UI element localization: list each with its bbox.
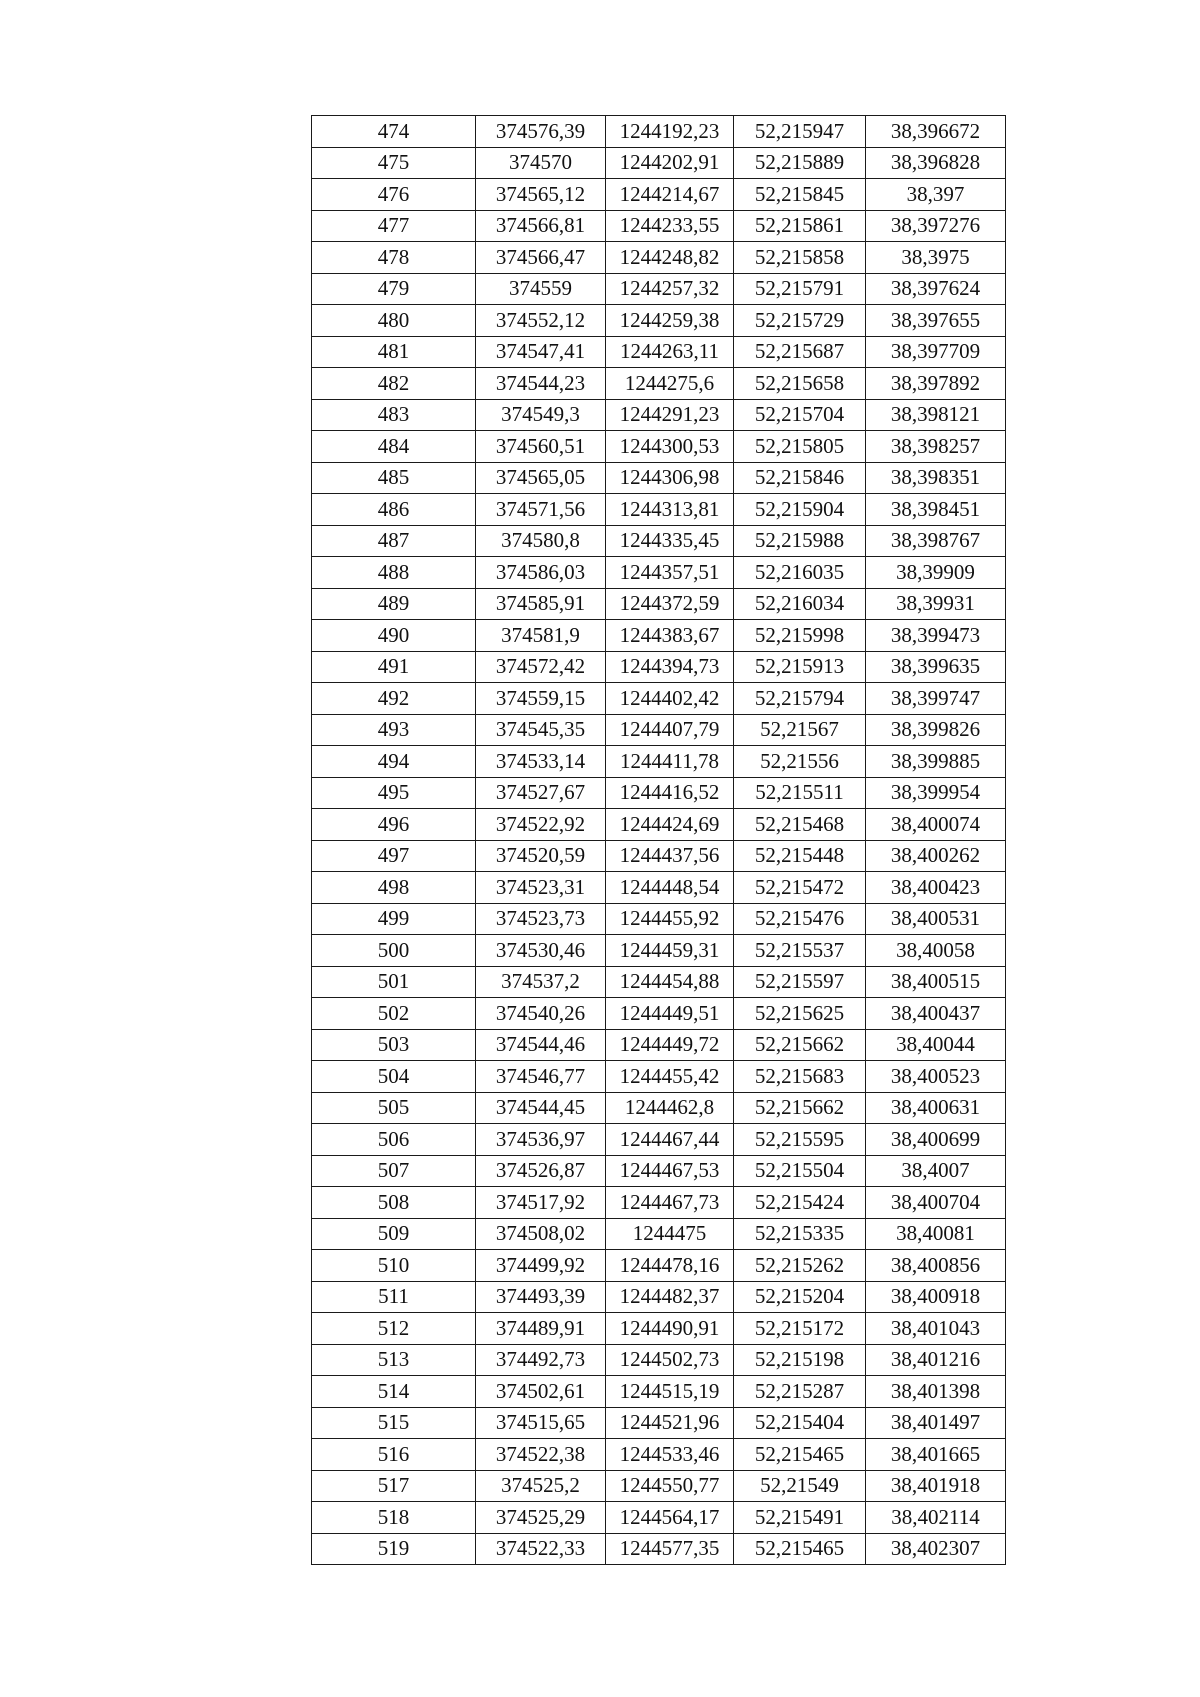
latitude-cell: 52,215704 (734, 399, 866, 431)
y-coordinate-cell: 1244372,59 (606, 588, 734, 620)
x-coordinate-cell: 374526,87 (476, 1155, 606, 1187)
longitude-cell: 38,399747 (866, 683, 1006, 715)
latitude-cell: 52,215861 (734, 210, 866, 242)
y-coordinate-cell: 1244248,82 (606, 242, 734, 274)
y-coordinate-cell: 1244214,67 (606, 179, 734, 211)
longitude-cell: 38,397892 (866, 368, 1006, 400)
latitude-cell: 52,215198 (734, 1344, 866, 1376)
y-coordinate-cell: 1244502,73 (606, 1344, 734, 1376)
y-coordinate-cell: 1244313,81 (606, 494, 734, 526)
y-coordinate-cell: 1244411,78 (606, 746, 734, 778)
point-number-cell: 485 (312, 462, 476, 494)
x-coordinate-cell: 374546,77 (476, 1061, 606, 1093)
longitude-cell: 38,400423 (866, 872, 1006, 904)
table-row (312, 1439, 1006, 1471)
y-coordinate-cell: 1244407,79 (606, 714, 734, 746)
table-row (312, 620, 1006, 652)
x-coordinate-cell: 374565,05 (476, 462, 606, 494)
table-row (312, 1313, 1006, 1345)
x-coordinate-cell: 374522,92 (476, 809, 606, 841)
table-row (312, 1376, 1006, 1408)
point-number-cell: 496 (312, 809, 476, 841)
table-row (312, 966, 1006, 998)
table-row (312, 210, 1006, 242)
y-coordinate-cell: 1244291,23 (606, 399, 734, 431)
latitude-cell: 52,215262 (734, 1250, 866, 1282)
latitude-cell: 52,215913 (734, 651, 866, 683)
y-coordinate-cell: 1244449,51 (606, 998, 734, 1030)
point-number-cell: 500 (312, 935, 476, 967)
table-row (312, 431, 1006, 463)
point-number-cell: 481 (312, 336, 476, 368)
point-number-cell: 495 (312, 777, 476, 809)
longitude-cell: 38,396672 (866, 116, 1006, 148)
x-coordinate-cell: 374544,46 (476, 1029, 606, 1061)
latitude-cell: 52,215595 (734, 1124, 866, 1156)
latitude-cell: 52,215172 (734, 1313, 866, 1345)
y-coordinate-cell: 1244306,98 (606, 462, 734, 494)
table-row (312, 336, 1006, 368)
point-number-cell: 491 (312, 651, 476, 683)
latitude-cell: 52,215504 (734, 1155, 866, 1187)
latitude-cell: 52,215683 (734, 1061, 866, 1093)
latitude-cell: 52,215846 (734, 462, 866, 494)
table-row (312, 809, 1006, 841)
x-coordinate-cell: 374571,56 (476, 494, 606, 526)
longitude-cell: 38,396828 (866, 147, 1006, 179)
x-coordinate-cell: 374549,3 (476, 399, 606, 431)
point-number-cell: 506 (312, 1124, 476, 1156)
x-coordinate-cell: 374520,59 (476, 840, 606, 872)
latitude-cell: 52,215472 (734, 872, 866, 904)
table-row (312, 273, 1006, 305)
longitude-cell: 38,398257 (866, 431, 1006, 463)
point-number-cell: 478 (312, 242, 476, 274)
point-number-cell: 511 (312, 1281, 476, 1313)
table-row (312, 651, 1006, 683)
point-number-cell: 504 (312, 1061, 476, 1093)
x-coordinate-cell: 374492,73 (476, 1344, 606, 1376)
x-coordinate-cell: 374580,8 (476, 525, 606, 557)
table-row (312, 714, 1006, 746)
y-coordinate-cell: 1244335,45 (606, 525, 734, 557)
latitude-cell: 52,215729 (734, 305, 866, 337)
latitude-cell: 52,215465 (734, 1533, 866, 1565)
longitude-cell: 38,399954 (866, 777, 1006, 809)
x-coordinate-cell: 374527,67 (476, 777, 606, 809)
table-row (312, 1218, 1006, 1250)
latitude-cell: 52,21567 (734, 714, 866, 746)
y-coordinate-cell: 1244521,96 (606, 1407, 734, 1439)
table-row (312, 1061, 1006, 1093)
latitude-cell: 52,215947 (734, 116, 866, 148)
longitude-cell: 38,40044 (866, 1029, 1006, 1061)
longitude-cell: 38,400515 (866, 966, 1006, 998)
longitude-cell: 38,398451 (866, 494, 1006, 526)
point-number-cell: 499 (312, 903, 476, 935)
table-row (312, 588, 1006, 620)
table-row (312, 1155, 1006, 1187)
table-row (312, 1470, 1006, 1502)
longitude-cell: 38,400856 (866, 1250, 1006, 1282)
table-row (312, 1029, 1006, 1061)
x-coordinate-cell: 374525,2 (476, 1470, 606, 1502)
longitude-cell: 38,400074 (866, 809, 1006, 841)
y-coordinate-cell: 1244564,17 (606, 1502, 734, 1534)
point-number-cell: 492 (312, 683, 476, 715)
y-coordinate-cell: 1244449,72 (606, 1029, 734, 1061)
y-coordinate-cell: 1244233,55 (606, 210, 734, 242)
x-coordinate-cell: 374522,33 (476, 1533, 606, 1565)
longitude-cell: 38,397 (866, 179, 1006, 211)
y-coordinate-cell: 1244455,42 (606, 1061, 734, 1093)
latitude-cell: 52,215845 (734, 179, 866, 211)
longitude-cell: 38,401665 (866, 1439, 1006, 1471)
x-coordinate-cell: 374508,02 (476, 1218, 606, 1250)
latitude-cell: 52,215448 (734, 840, 866, 872)
point-number-cell: 517 (312, 1470, 476, 1502)
longitude-cell: 38,397709 (866, 336, 1006, 368)
longitude-cell: 38,399885 (866, 746, 1006, 778)
point-number-cell: 477 (312, 210, 476, 242)
latitude-cell: 52,215988 (734, 525, 866, 557)
x-coordinate-cell: 374517,92 (476, 1187, 606, 1219)
x-coordinate-cell: 374585,91 (476, 588, 606, 620)
table-row (312, 147, 1006, 179)
x-coordinate-cell: 374523,73 (476, 903, 606, 935)
table-row (312, 1124, 1006, 1156)
point-number-cell: 493 (312, 714, 476, 746)
longitude-cell: 38,40081 (866, 1218, 1006, 1250)
x-coordinate-cell: 374566,81 (476, 210, 606, 242)
table-row (312, 242, 1006, 274)
point-number-cell: 475 (312, 147, 476, 179)
point-number-cell: 502 (312, 998, 476, 1030)
latitude-cell: 52,215476 (734, 903, 866, 935)
x-coordinate-cell: 374493,39 (476, 1281, 606, 1313)
x-coordinate-cell: 374547,41 (476, 336, 606, 368)
point-number-cell: 487 (312, 525, 476, 557)
y-coordinate-cell: 1244416,52 (606, 777, 734, 809)
y-coordinate-cell: 1244259,38 (606, 305, 734, 337)
x-coordinate-cell: 374576,39 (476, 116, 606, 148)
latitude-cell: 52,21556 (734, 746, 866, 778)
latitude-cell: 52,216034 (734, 588, 866, 620)
table-row (312, 998, 1006, 1030)
y-coordinate-cell: 1244455,92 (606, 903, 734, 935)
point-number-cell: 489 (312, 588, 476, 620)
table-row (312, 872, 1006, 904)
table-row (312, 1281, 1006, 1313)
point-number-cell: 503 (312, 1029, 476, 1061)
table-row (312, 1502, 1006, 1534)
y-coordinate-cell: 1244475 (606, 1218, 734, 1250)
point-number-cell: 488 (312, 557, 476, 589)
latitude-cell: 52,215858 (734, 242, 866, 274)
y-coordinate-cell: 1244478,16 (606, 1250, 734, 1282)
longitude-cell: 38,400699 (866, 1124, 1006, 1156)
longitude-cell: 38,4007 (866, 1155, 1006, 1187)
latitude-cell: 52,215468 (734, 809, 866, 841)
y-coordinate-cell: 1244515,19 (606, 1376, 734, 1408)
latitude-cell: 52,215904 (734, 494, 866, 526)
table-row (312, 399, 1006, 431)
latitude-cell: 52,215805 (734, 431, 866, 463)
longitude-cell: 38,39909 (866, 557, 1006, 589)
point-number-cell: 483 (312, 399, 476, 431)
table-row (312, 683, 1006, 715)
latitude-cell: 52,215597 (734, 966, 866, 998)
table-row (312, 777, 1006, 809)
table-row (312, 179, 1006, 211)
table-row (312, 1250, 1006, 1282)
x-coordinate-cell: 374522,38 (476, 1439, 606, 1471)
point-number-cell: 479 (312, 273, 476, 305)
x-coordinate-cell: 374533,14 (476, 746, 606, 778)
latitude-cell: 52,215491 (734, 1502, 866, 1534)
latitude-cell: 52,216035 (734, 557, 866, 589)
y-coordinate-cell: 1244192,23 (606, 116, 734, 148)
longitude-cell: 38,402307 (866, 1533, 1006, 1565)
latitude-cell: 52,215662 (734, 1029, 866, 1061)
x-coordinate-cell: 374552,12 (476, 305, 606, 337)
x-coordinate-cell: 374502,61 (476, 1376, 606, 1408)
table-row (312, 1187, 1006, 1219)
latitude-cell: 52,215662 (734, 1092, 866, 1124)
y-coordinate-cell: 1244454,88 (606, 966, 734, 998)
latitude-cell: 52,215537 (734, 935, 866, 967)
x-coordinate-cell: 374570 (476, 147, 606, 179)
point-number-cell: 519 (312, 1533, 476, 1565)
table-row (312, 494, 1006, 526)
y-coordinate-cell: 1244448,54 (606, 872, 734, 904)
table-row (312, 305, 1006, 337)
y-coordinate-cell: 1244394,73 (606, 651, 734, 683)
longitude-cell: 38,401398 (866, 1376, 1006, 1408)
point-number-cell: 497 (312, 840, 476, 872)
latitude-cell: 52,215465 (734, 1439, 866, 1471)
table-row (312, 746, 1006, 778)
table-row (312, 368, 1006, 400)
table-row (312, 525, 1006, 557)
longitude-cell: 38,400631 (866, 1092, 1006, 1124)
longitude-cell: 38,399635 (866, 651, 1006, 683)
table-row (312, 462, 1006, 494)
x-coordinate-cell: 374586,03 (476, 557, 606, 589)
point-number-cell: 509 (312, 1218, 476, 1250)
longitude-cell: 38,397624 (866, 273, 1006, 305)
longitude-cell: 38,401918 (866, 1470, 1006, 1502)
point-number-cell: 512 (312, 1313, 476, 1345)
longitude-cell: 38,400262 (866, 840, 1006, 872)
longitude-cell: 38,400531 (866, 903, 1006, 935)
y-coordinate-cell: 1244490,91 (606, 1313, 734, 1345)
x-coordinate-cell: 374523,31 (476, 872, 606, 904)
x-coordinate-cell: 374525,29 (476, 1502, 606, 1534)
x-coordinate-cell: 374566,47 (476, 242, 606, 274)
latitude-cell: 52,215204 (734, 1281, 866, 1313)
point-number-cell: 507 (312, 1155, 476, 1187)
y-coordinate-cell: 1244383,67 (606, 620, 734, 652)
longitude-cell: 38,402114 (866, 1502, 1006, 1534)
point-number-cell: 498 (312, 872, 476, 904)
point-number-cell: 482 (312, 368, 476, 400)
longitude-cell: 38,398121 (866, 399, 1006, 431)
y-coordinate-cell: 1244402,42 (606, 683, 734, 715)
y-coordinate-cell: 1244263,11 (606, 336, 734, 368)
coordinates-table (311, 115, 1006, 1565)
point-number-cell: 518 (312, 1502, 476, 1534)
x-coordinate-cell: 374530,46 (476, 935, 606, 967)
x-coordinate-cell: 374544,45 (476, 1092, 606, 1124)
y-coordinate-cell: 1244424,69 (606, 809, 734, 841)
latitude-cell: 52,215658 (734, 368, 866, 400)
longitude-cell: 38,401497 (866, 1407, 1006, 1439)
point-number-cell: 516 (312, 1439, 476, 1471)
x-coordinate-cell: 374565,12 (476, 179, 606, 211)
latitude-cell: 52,215791 (734, 273, 866, 305)
point-number-cell: 508 (312, 1187, 476, 1219)
longitude-cell: 38,398351 (866, 462, 1006, 494)
y-coordinate-cell: 1244462,8 (606, 1092, 734, 1124)
point-number-cell: 486 (312, 494, 476, 526)
y-coordinate-cell: 1244437,56 (606, 840, 734, 872)
point-number-cell: 480 (312, 305, 476, 337)
point-number-cell: 474 (312, 116, 476, 148)
table-row (312, 1533, 1006, 1565)
latitude-cell: 52,215687 (734, 336, 866, 368)
latitude-cell: 52,215335 (734, 1218, 866, 1250)
longitude-cell: 38,397655 (866, 305, 1006, 337)
x-coordinate-cell: 374489,91 (476, 1313, 606, 1345)
y-coordinate-cell: 1244257,32 (606, 273, 734, 305)
x-coordinate-cell: 374559 (476, 273, 606, 305)
x-coordinate-cell: 374544,23 (476, 368, 606, 400)
y-coordinate-cell: 1244459,31 (606, 935, 734, 967)
point-number-cell: 501 (312, 966, 476, 998)
table-row (312, 840, 1006, 872)
latitude-cell: 52,215889 (734, 147, 866, 179)
y-coordinate-cell: 1244533,46 (606, 1439, 734, 1471)
coordinates-table-body (312, 116, 1006, 1565)
table-row (312, 1407, 1006, 1439)
latitude-cell: 52,215998 (734, 620, 866, 652)
longitude-cell: 38,399826 (866, 714, 1006, 746)
x-coordinate-cell: 374581,9 (476, 620, 606, 652)
x-coordinate-cell: 374559,15 (476, 683, 606, 715)
longitude-cell: 38,3975 (866, 242, 1006, 274)
latitude-cell: 52,215287 (734, 1376, 866, 1408)
table-row (312, 116, 1006, 148)
x-coordinate-cell: 374515,65 (476, 1407, 606, 1439)
point-number-cell: 514 (312, 1376, 476, 1408)
y-coordinate-cell: 1244357,51 (606, 557, 734, 589)
x-coordinate-cell: 374545,35 (476, 714, 606, 746)
table-row (312, 935, 1006, 967)
y-coordinate-cell: 1244550,77 (606, 1470, 734, 1502)
x-coordinate-cell: 374536,97 (476, 1124, 606, 1156)
latitude-cell: 52,215794 (734, 683, 866, 715)
point-number-cell: 505 (312, 1092, 476, 1124)
point-number-cell: 490 (312, 620, 476, 652)
point-number-cell: 510 (312, 1250, 476, 1282)
longitude-cell: 38,399473 (866, 620, 1006, 652)
table-row (312, 1344, 1006, 1376)
y-coordinate-cell: 1244202,91 (606, 147, 734, 179)
latitude-cell: 52,215625 (734, 998, 866, 1030)
point-number-cell: 515 (312, 1407, 476, 1439)
x-coordinate-cell: 374537,2 (476, 966, 606, 998)
latitude-cell: 52,21549 (734, 1470, 866, 1502)
x-coordinate-cell: 374499,92 (476, 1250, 606, 1282)
latitude-cell: 52,215511 (734, 777, 866, 809)
longitude-cell: 38,400437 (866, 998, 1006, 1030)
y-coordinate-cell: 1244467,73 (606, 1187, 734, 1219)
table-row (312, 1092, 1006, 1124)
table-row (312, 557, 1006, 589)
longitude-cell: 38,400704 (866, 1187, 1006, 1219)
x-coordinate-cell: 374572,42 (476, 651, 606, 683)
x-coordinate-cell: 374540,26 (476, 998, 606, 1030)
y-coordinate-cell: 1244482,37 (606, 1281, 734, 1313)
y-coordinate-cell: 1244467,44 (606, 1124, 734, 1156)
longitude-cell: 38,400918 (866, 1281, 1006, 1313)
table-row (312, 903, 1006, 935)
point-number-cell: 513 (312, 1344, 476, 1376)
longitude-cell: 38,401043 (866, 1313, 1006, 1345)
point-number-cell: 494 (312, 746, 476, 778)
longitude-cell: 38,401216 (866, 1344, 1006, 1376)
y-coordinate-cell: 1244577,35 (606, 1533, 734, 1565)
longitude-cell: 38,39931 (866, 588, 1006, 620)
latitude-cell: 52,215404 (734, 1407, 866, 1439)
longitude-cell: 38,397276 (866, 210, 1006, 242)
point-number-cell: 484 (312, 431, 476, 463)
y-coordinate-cell: 1244300,53 (606, 431, 734, 463)
y-coordinate-cell: 1244275,6 (606, 368, 734, 400)
latitude-cell: 52,215424 (734, 1187, 866, 1219)
longitude-cell: 38,40058 (866, 935, 1006, 967)
y-coordinate-cell: 1244467,53 (606, 1155, 734, 1187)
longitude-cell: 38,398767 (866, 525, 1006, 557)
point-number-cell: 476 (312, 179, 476, 211)
longitude-cell: 38,400523 (866, 1061, 1006, 1093)
x-coordinate-cell: 374560,51 (476, 431, 606, 463)
